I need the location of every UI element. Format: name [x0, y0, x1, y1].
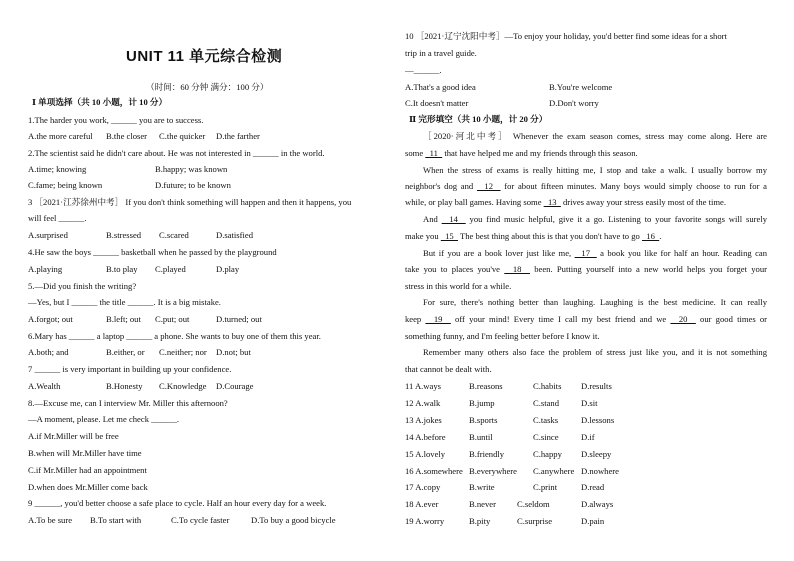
cloze-option: D.always [581, 499, 614, 510]
cloze-option: B.everywhere [469, 465, 517, 476]
option: C.It doesn't matter [405, 98, 469, 108]
question-stem: —Yes, but I ______ the title ______. It is a big mistake. [28, 297, 221, 307]
passage-text: our good times or [695, 314, 768, 324]
cloze-option: C.anywhere [533, 465, 575, 476]
cloze-option: B.write [469, 482, 495, 493]
cloze-option: B.reasons [469, 381, 503, 391]
cloze-option: B.until [469, 431, 493, 442]
blank-number: 12 [476, 181, 501, 191]
option: B.To start with [90, 515, 142, 525]
question-stem: 7 ______ is very important in building up your confidence. [28, 364, 232, 374]
passage-line [405, 181, 767, 191]
passage-text: When the stress of exams is really hitting me, I stop and take a walk. I usually borrow my [423, 165, 767, 175]
passage-line [423, 248, 767, 258]
passage-text: that have helped me and my friends through this season. [442, 148, 638, 158]
blank-number: 14 [441, 214, 466, 224]
blank-number: 19 [425, 314, 451, 324]
passage-text: . [659, 231, 662, 241]
passage-text: And [423, 214, 442, 224]
passage-text: something funny, and I'm feeling better before I know it. [405, 331, 600, 341]
passage-text: been. Putting yourself into a new world helps you forget your [529, 264, 768, 274]
cloze-option: 15 A.lovely [405, 448, 446, 459]
cloze-option: D.sit [581, 397, 598, 408]
section-heading-single-choice: Ⅰ 单项选择（共 10 小题，计 10 分） [32, 97, 168, 107]
passage-line [423, 297, 767, 307]
option: B.to play [106, 264, 138, 274]
option: D.play [216, 264, 240, 274]
cloze-option: D.results [581, 381, 612, 391]
option: A.Wealth [28, 381, 61, 391]
cloze-option: C.seldom [517, 499, 550, 510]
option: A.forgot; out [28, 314, 73, 324]
option: C.Knowledge [159, 381, 207, 391]
passage-text: make you [405, 231, 441, 241]
option: C.the quicker [159, 131, 206, 141]
passage-text: off your mind! Every time I call my best friend and we [450, 314, 671, 324]
option: D.Courage [216, 381, 254, 391]
passage-text: drives away your stress easily most of the time. [560, 197, 727, 207]
option: B.the closer [106, 131, 148, 141]
option: C.neither; nor [159, 347, 207, 357]
passage-line [405, 364, 492, 374]
passage-line [405, 148, 638, 158]
passage-line [423, 347, 767, 357]
passage-line [405, 314, 767, 324]
cloze-option: 13 A.jokes [405, 414, 442, 425]
option: C.scared [159, 230, 189, 240]
option: B.left; out [106, 314, 141, 324]
passage-text: a book you like for half an hour. Reading can [596, 248, 767, 258]
cloze-option: C.habits [533, 381, 562, 391]
cloze-option: B.never [469, 499, 496, 510]
blank-number: 20 [670, 314, 696, 324]
cloze-option: C.stand [533, 397, 560, 408]
option: A.time; knowing [28, 164, 87, 174]
cloze-option: D.if [581, 431, 595, 442]
option: B.stressed [106, 230, 142, 240]
option: C.played [155, 264, 186, 274]
cloze-option: C.print [533, 482, 558, 493]
cloze-option: 14 A.before [405, 431, 446, 442]
question-stem: trip in a travel guide. [405, 48, 477, 58]
option: C.if Mr.Miller had an appointment [28, 465, 147, 475]
blank-number: 18 [504, 264, 530, 274]
option: D.Don't worry [549, 98, 599, 108]
passage-line [405, 264, 767, 274]
question-stem: —A moment, please. Let me check ______. [28, 414, 180, 424]
passage-line [423, 165, 767, 175]
option: D.turned; out [216, 314, 262, 324]
question-stem: 4.He saw the boys ______ basketball when he passed by the playground [28, 247, 277, 257]
option: C.To cycle faster [171, 515, 230, 525]
question-stem: 3 ［2021·江苏徐州中考］ If you don't think something will happen and then it happens, you [28, 197, 352, 207]
blank-number: 17 [574, 248, 597, 258]
question-stem: 5.—Did you finish the writing? [28, 281, 137, 291]
passage-text: For sure, there's nothing better than laughing. Laughing is the best medicine. It can really [423, 297, 767, 307]
passage-text: take you to places you've [405, 264, 505, 274]
passage-line [405, 231, 661, 241]
exam-meta: （时间：60 分钟 满分：100 分） [146, 82, 269, 92]
question-stem: will feel ______. [28, 213, 87, 223]
option: B.You're welcome [549, 82, 613, 92]
option: C.fame; being known [28, 180, 103, 190]
cloze-option: C.since [533, 431, 559, 442]
cloze-option: D.nowhere [581, 465, 619, 476]
option: B.either, or [106, 347, 145, 357]
cloze-option: B.sports [469, 414, 498, 425]
option: B.happy; was known [155, 164, 228, 174]
passage-text: But if you are a book lover just like me, [423, 248, 575, 258]
cloze-option: B.jump [469, 397, 495, 408]
passage-text: stress in this world for a while. [405, 281, 512, 291]
option: D.when does Mr.Miller come back [28, 482, 148, 492]
passage-text: Remember many others also face the problem of stress just like you, and it is not something [423, 347, 767, 357]
option: D.satisfied [216, 230, 253, 240]
option: A.To be sure [28, 515, 73, 525]
blank-number: 16 [642, 231, 660, 241]
cloze-option: B.pity [469, 516, 491, 527]
passage-line [405, 281, 511, 291]
passage-line [423, 131, 767, 141]
option: B.when will Mr.Miller have time [28, 448, 142, 458]
question-stem: 2.The scientist said he didn't care about. He was not interested in ______ in the world. [28, 148, 325, 158]
passage-text: neighbor's dog and [405, 181, 477, 191]
passage-text: The best thing about this is that you don't have to go [458, 231, 642, 241]
passage-line [423, 214, 767, 224]
option: B.Honesty [106, 381, 143, 391]
option: D.the farther [216, 131, 260, 141]
cloze-option: 11 A.ways [405, 381, 441, 391]
option: A.surprised [28, 230, 68, 240]
cloze-option: C.tasks [533, 414, 559, 425]
option: D.not; but [216, 347, 251, 357]
option: A.That's a good idea [405, 82, 476, 92]
question-stem: 9 ______, you'd better choose a safe place to cycle. Half an hour every day for a week. [28, 498, 327, 508]
question-stem: 1.The harder you work, ______ you are to success. [28, 115, 204, 125]
cloze-option: C.happy [533, 448, 562, 459]
option: C.put; out [155, 314, 190, 324]
passage-line [405, 331, 600, 341]
passage-text: keep [405, 314, 426, 324]
cloze-option: D.lessons [581, 414, 615, 425]
page-title: UNIT 11 单元综合检测 [126, 48, 283, 65]
passage-text: some [405, 148, 426, 158]
passage-text: that cannot be dealt with. [405, 364, 492, 374]
option: A.playing [28, 264, 63, 274]
option: A.both; and [28, 347, 69, 357]
blank-number: 13 [543, 197, 561, 207]
passage-text: you find music helpful, give it a go. Listening to your favorite songs will surely [465, 214, 768, 224]
cloze-option: D.sleepy [581, 448, 612, 459]
passage-line [405, 197, 726, 207]
option: A.if Mr.Miller will be free [28, 431, 119, 441]
blank-number: 11 [425, 148, 443, 158]
option: A.the more careful [28, 131, 93, 141]
cloze-option: B.friendly [469, 448, 505, 459]
blank-number: 15 [440, 231, 458, 241]
question-stem: 10 ［2021·辽宁沈阳中考］—To enjoy your holiday, you'd better find some ideas for a short [405, 31, 727, 41]
passage-text: for about fifteen minutes. Many boys would simply choose to run for a [500, 181, 767, 191]
cloze-option: D.read [581, 482, 605, 493]
cloze-option: 19 A.worry [405, 516, 445, 527]
passage-text: ［2020·河北中考］ Whenever the exam season comes, stress may come along. Here are [423, 131, 767, 141]
question-stem: 8.—Excuse me, can I interview Mr. Miller this afternoon? [28, 398, 228, 408]
passage-text: while, or play ball games. Having some [405, 197, 544, 207]
cloze-option: 12 A.walk [405, 397, 441, 408]
cloze-option: C.surprise [517, 516, 553, 527]
cloze-option: D.pain [581, 516, 605, 527]
cloze-option: 17 A.copy [405, 482, 441, 493]
section-heading-cloze: Ⅱ 完形填空（共 10 小题，计 20 分） [409, 114, 548, 124]
question-stem: —______. [405, 65, 442, 75]
question-stem: 6.Mary has ______ a laptop ______ a phone. She wants to buy one of them this year. [28, 331, 321, 341]
cloze-option: 18 A.ever [405, 499, 439, 510]
cloze-option: 16 A.somewhere [405, 465, 463, 476]
option: D.To buy a good bicycle [251, 515, 336, 525]
option: D.future; to be known [155, 180, 231, 190]
